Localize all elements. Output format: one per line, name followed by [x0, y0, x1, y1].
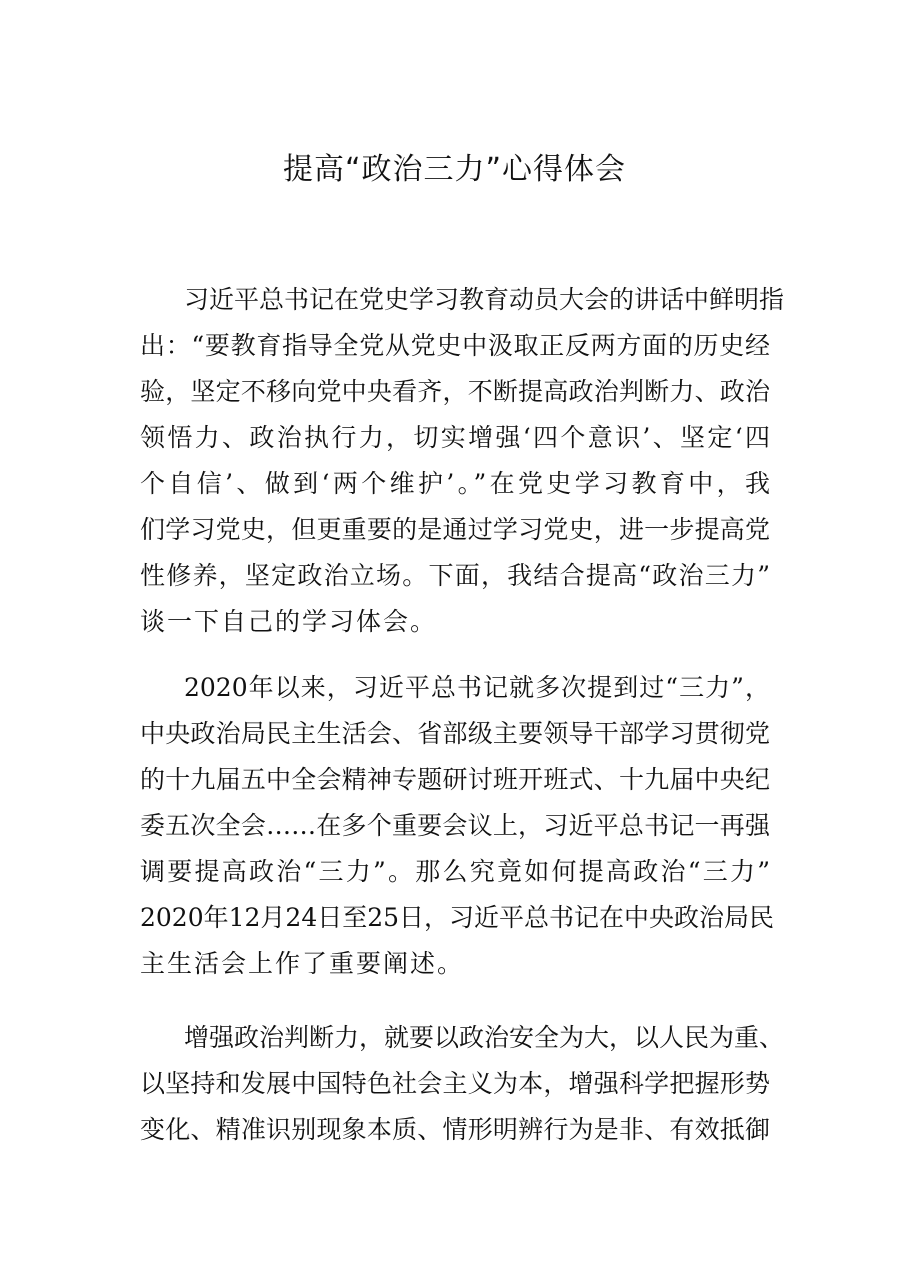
paragraph-1-line-8: 谈一下自己的学习体会。	[140, 607, 438, 636]
paragraph-2-line-5: 调要提高政治“三力”。那么究竟如何提高政治“三力”	[140, 857, 770, 886]
paragraph-2-line-4: 委五次全会……在多个重要会议上，习近平总书记一再强	[140, 811, 770, 840]
paragraph-1-line-2: 出：“要教育指导全党从党史中汲取正反两方面的历史经	[140, 331, 770, 360]
paragraph-1-line-5: 个自信’、做到‘两个维护’。”在党史学习教育中，我	[140, 469, 770, 498]
paragraph-2-line-2: 中央政治局民主生活会、省部级主要领导干部学习贯彻党	[140, 719, 770, 748]
paragraph-1-line-7: 性修养，坚定政治立场。下面，我结合提高“政治三力”	[140, 561, 770, 590]
paragraph-2-line-3: 的十九届五中全会精神专题研讨班开班式、十九届中央纪	[140, 765, 770, 794]
paragraph-1-line-1: 习近平总书记在党史学习教育动员大会的讲话中鲜明指	[184, 285, 785, 314]
paragraph-1-line-6: 们学习党史，但更重要的是通过学习党史，进一步提高党	[140, 515, 770, 544]
paragraph-1-line-4: 领悟力、政治执行力，切实增强‘四个意识’、坚定‘四	[140, 423, 770, 452]
paragraph-2-line-6: 2020年12月24日至25日，习近平总书记在中央政治局民	[140, 903, 775, 932]
paragraph-2-line-1: 2020年以来，习近平总书记就多次提到过“三力”，	[184, 673, 770, 702]
paragraph-3-line-2: 以坚持和发展中国特色社会主义为本，增强科学把握形势	[140, 1069, 770, 1098]
paragraph-3-line-3: 变化、精准识别现象本质、情形明辨行为是非、有效抵御	[140, 1115, 770, 1144]
paragraph-1-line-3: 验，坚定不移向党中央看齐，不断提高政治判断力、政治	[140, 377, 770, 406]
paragraph-3-line-1: 增强政治判断力，就要以政治安全为大，以人民为重、	[184, 1023, 785, 1052]
paragraph-2-line-7: 主生活会上作了重要阐述。	[140, 949, 465, 978]
document-title: 提高“政治三力”心得体会	[282, 152, 627, 187]
